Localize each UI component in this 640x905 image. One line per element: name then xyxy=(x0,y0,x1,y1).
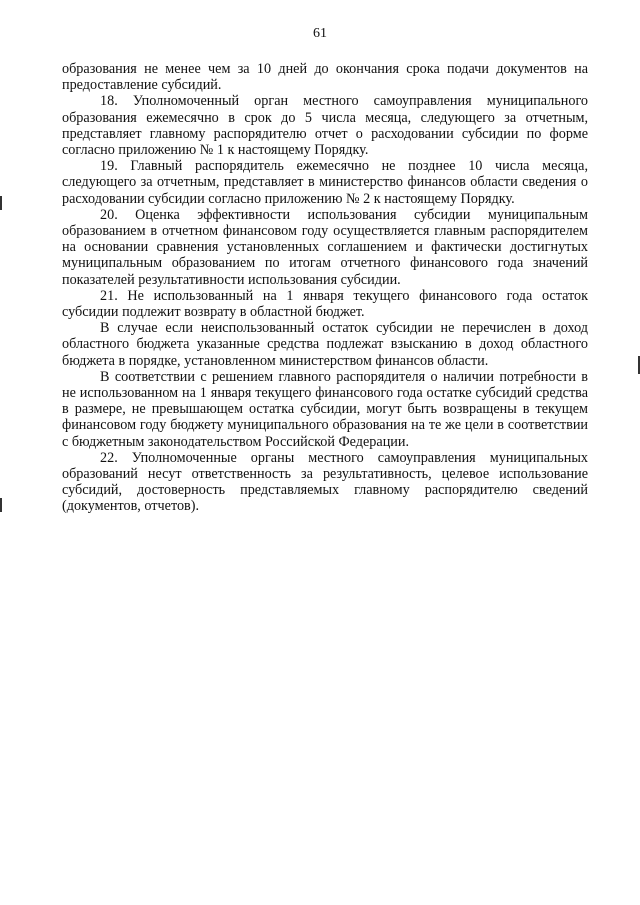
paragraph-20: 20. Оценка эффективности использования субсидии муниципальным образованием в отчетном финансовом году осуществляется главным распорядителем на основании сравнения установленных соглашением и фактически достигнутых муниципальным образованием по итогам отчетного финансового года значений показателей результативности использования субсидии. xyxy=(62,206,588,288)
paragraph-21-unspent-remainder: В случае если неиспользованный остаток субсидии не перечислен в доход областного бюджета указанные средства подлежат взысканию в доход областного бюджета в порядке, установленном министерством финансов области. xyxy=(62,320,588,369)
paragraph-continuation: образования не менее чем за 10 дней до окончания срока подачи документов на предоставление субсидий. xyxy=(62,61,588,94)
scan-edge-mark-left xyxy=(0,196,2,210)
paragraph-21: 21. Не использованный на 1 января текущего финансового года остаток субсидии подлежит возврату в областной бюджет. xyxy=(62,287,588,321)
page-number: 61 xyxy=(313,26,327,41)
paragraph-21-return-decision: В соответствии с решением главного распорядителя о наличии потребности в не использованном на 1 января текущего финансового года остатке субсидий средства в размере, не превышающем остатка субсидии, могут быть возвращены в текущем финансовом году бюджету муниципального образования на те же цели в соответствии с бюджетным законодательством Российской Федерации. xyxy=(62,368,588,450)
paragraph-18: 18. Уполномоченный орган местного самоуправления муниципального образования ежемесячно в срок до 5 числа месяца, следующего за отчетным, представляет главному распорядителю отчет о расходовании субсидии по форме согласно приложению № 1 к настоящему Порядку. xyxy=(62,93,588,159)
scan-edge-mark-left-lower xyxy=(0,498,2,512)
paragraph-22: 22. Уполномоченные органы местного самоуправления муниципальных образований несут ответственность за результативность, целевое использование субсидий, достоверность представляемых главному распорядителю сведений (документов, отчетов). xyxy=(62,449,588,515)
document-body xyxy=(62,61,588,515)
paragraph-19: 19. Главный распорядитель ежемесячно не позднее 10 числа месяца, следующего за отчетным, представляет в министерство финансов области сведения о расходовании субсидии согласно приложению № 2 к настоящему Порядку. xyxy=(62,158,588,207)
